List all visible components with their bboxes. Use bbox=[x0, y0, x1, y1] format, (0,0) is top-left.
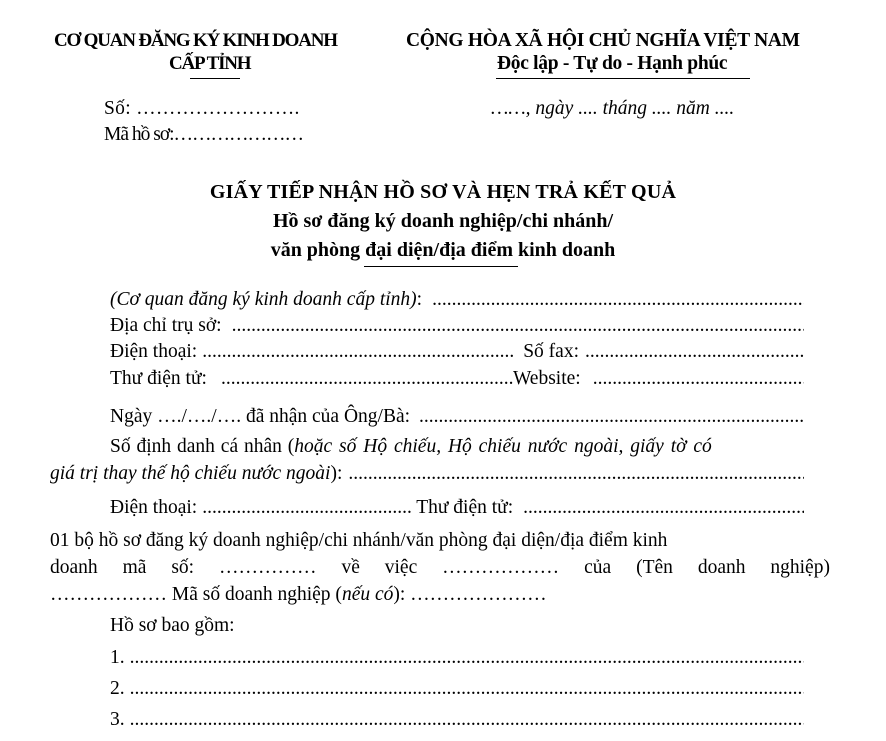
word: doanh bbox=[697, 557, 746, 578]
dossier-line3[interactable] bbox=[50, 584, 547, 606]
item-blank[interactable] bbox=[130, 647, 804, 669]
person-email-label: Thư điện tử: bbox=[416, 497, 514, 518]
agency-phone-blank[interactable] bbox=[202, 341, 514, 363]
agency-name-row[interactable] bbox=[110, 289, 804, 311]
address-blank[interactable] bbox=[232, 315, 804, 337]
agency-name-colon: : bbox=[416, 289, 423, 310]
received-from-blank[interactable] bbox=[419, 406, 804, 428]
motto-underline bbox=[496, 78, 750, 79]
enterprise-code-note: nếu có bbox=[341, 584, 394, 605]
document-title: GIẤY TIẾP NHẬN HỒ SƠ VÀ HẸN TRẢ KẾT QUẢ bbox=[209, 181, 677, 203]
word: doanh bbox=[50, 557, 98, 578]
website-blank[interactable] bbox=[593, 368, 804, 390]
agency-name-blank[interactable] bbox=[432, 289, 804, 311]
date-line[interactable]: ……, ngày .... tháng .... năm .... bbox=[491, 98, 735, 119]
company-name-blank[interactable]: ……………… bbox=[50, 584, 167, 605]
agency-level: CẤP TỈNH bbox=[169, 53, 251, 74]
fax-blank[interactable] bbox=[585, 341, 804, 363]
item-blank[interactable] bbox=[130, 709, 804, 731]
word: về bbox=[341, 557, 360, 578]
dossier-line1: 01 bộ hồ sơ đăng ký doanh nghiệp/chi nhánh/văn phòng đại diện/địa điểm kinh bbox=[50, 530, 668, 551]
id-label-suffix: ): bbox=[330, 463, 343, 484]
national-title: CỘNG HÒA XÃ HỘI CHỦ NGHĨA VIỆT NAM bbox=[406, 30, 800, 51]
phone-fax-row[interactable] bbox=[110, 341, 804, 363]
email-website-row[interactable] bbox=[110, 368, 804, 390]
received-from-label: Ngày …./…./…. đã nhận của Ông/Bà: bbox=[110, 406, 411, 427]
item-number: 2. bbox=[110, 678, 125, 699]
document-subtitle-line2: văn phòng đại diện/địa điểm kinh doanh bbox=[270, 239, 616, 261]
dossier-item-3[interactable] bbox=[110, 709, 804, 731]
word: của bbox=[584, 557, 612, 578]
fax-label: Số fax: bbox=[523, 341, 579, 362]
dossier-code-blank[interactable]: …………… bbox=[219, 557, 317, 578]
dossier-item-2[interactable] bbox=[110, 678, 804, 700]
id-label-line1 bbox=[110, 436, 830, 458]
address-row[interactable] bbox=[110, 315, 804, 337]
id-number-row[interactable] bbox=[50, 463, 804, 485]
word: mã bbox=[122, 557, 147, 578]
agency-name-label: (Cơ quan đăng ký kinh doanh cấp tỉnh) bbox=[110, 289, 417, 310]
person-phone-blank[interactable] bbox=[202, 497, 412, 519]
document-number-field[interactable]: Số: ……………………. bbox=[104, 98, 300, 119]
item-blank[interactable] bbox=[130, 678, 804, 700]
address-label: Địa chỉ trụ sở: bbox=[110, 315, 222, 336]
word: (Tên bbox=[636, 557, 673, 578]
national-motto: Độc lập - Tự do - Hạnh phúc bbox=[497, 53, 728, 74]
word: việc bbox=[384, 557, 418, 578]
agency-phone-label: Điện thoại: bbox=[110, 341, 198, 362]
dossier-subject-blank[interactable]: ……………… bbox=[442, 557, 560, 578]
website-label: Website: bbox=[512, 368, 581, 389]
id-number-blank[interactable] bbox=[348, 463, 804, 485]
item-number: 1. bbox=[110, 647, 125, 668]
id-label-italic-1: hoặc số Hộ chiếu, Hộ chiếu nước ngoài, giấy tờ có bbox=[294, 436, 712, 457]
received-from-row[interactable] bbox=[110, 406, 804, 428]
dossier-includes-label: Hồ sơ bao gồm: bbox=[110, 615, 235, 636]
id-label-italic-2: giá trị thay thế hộ chiếu nước ngoài bbox=[50, 463, 331, 484]
agency-email-blank[interactable] bbox=[221, 368, 513, 390]
enterprise-code-label: Mã số doanh nghiệp ( bbox=[171, 584, 342, 605]
person-phone-label: Điện thoại: bbox=[110, 497, 198, 518]
agency-title: CƠ QUAN ĐĂNG KÝ KINH DOANH bbox=[54, 30, 337, 51]
id-label-prefix: Số định danh cá nhân ( bbox=[110, 436, 295, 457]
title-underline bbox=[364, 266, 518, 267]
word: nghiệp) bbox=[770, 557, 830, 578]
item-number: 3. bbox=[110, 709, 125, 730]
contact-row[interactable] bbox=[110, 497, 804, 519]
enterprise-code-blank[interactable]: ): ………………… bbox=[393, 584, 547, 605]
agency-underline bbox=[190, 78, 240, 79]
person-email-blank[interactable] bbox=[523, 497, 804, 519]
agency-email-label: Thư điện tử: bbox=[110, 368, 207, 389]
document-subtitle-line1: Hồ sơ đăng ký doanh nghiệp/chi nhánh/ bbox=[272, 210, 614, 232]
word: số: bbox=[171, 557, 195, 578]
dossier-line2[interactable] bbox=[50, 557, 830, 579]
file-code-field[interactable]: Mã hồ sơ:………………… bbox=[104, 124, 304, 145]
dossier-item-1[interactable] bbox=[110, 647, 804, 669]
